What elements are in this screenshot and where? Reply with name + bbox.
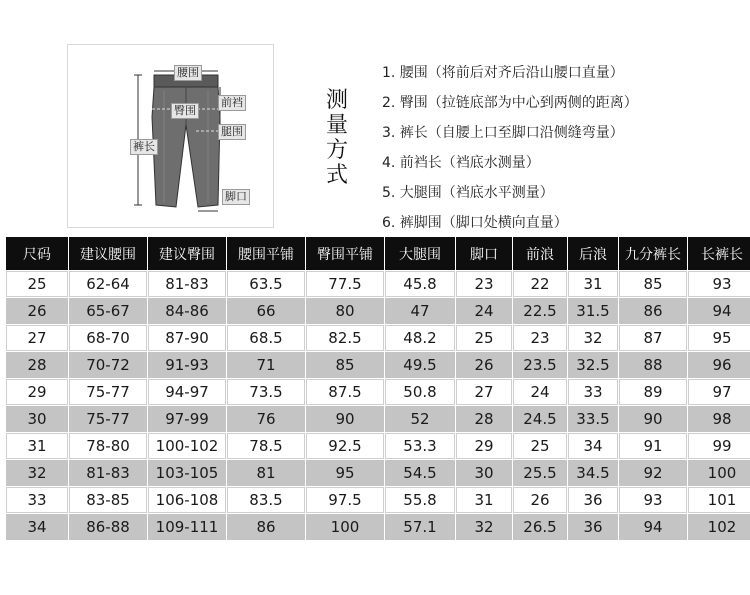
table-cell: 25: [456, 325, 512, 351]
table-cell: 33: [6, 487, 68, 513]
table-cell: 70-72: [69, 352, 147, 378]
column-header: 后浪: [568, 237, 618, 270]
table-cell: 52: [385, 406, 455, 432]
table-cell: 78-80: [69, 433, 147, 459]
table-cell: 26: [456, 352, 512, 378]
table-cell: 34.5: [568, 460, 618, 486]
table-cell: 93: [688, 271, 750, 297]
table-cell: 53.3: [385, 433, 455, 459]
table-cell: 78.5: [227, 433, 305, 459]
table-cell: 24.5: [513, 406, 567, 432]
table-cell: 85: [619, 271, 687, 297]
hip-label: 臀围: [171, 103, 199, 119]
table-cell: 71: [227, 352, 305, 378]
size-table: [5, 236, 750, 541]
table-header: [6, 237, 750, 270]
heading-char: 测: [325, 88, 348, 113]
table-cell: 81: [227, 460, 305, 486]
table-cell: 93: [619, 487, 687, 513]
table-cell: 94: [619, 514, 687, 540]
column-header: 长裤长: [688, 237, 750, 270]
table-cell: 23: [456, 271, 512, 297]
table-cell: 23: [513, 325, 567, 351]
table-cell: 45.8: [385, 271, 455, 297]
table-cell: 86: [619, 298, 687, 324]
table-row: [6, 487, 750, 513]
table-cell: 57.1: [385, 514, 455, 540]
table-cell: 101: [688, 487, 750, 513]
table-cell: 62-64: [69, 271, 147, 297]
table-cell: 22: [513, 271, 567, 297]
table-cell: 81-83: [69, 460, 147, 486]
table-cell: 96: [688, 352, 750, 378]
table-cell: 29: [6, 379, 68, 405]
table-cell: 68-70: [69, 325, 147, 351]
column-header: 尺码: [6, 237, 68, 270]
table-cell: 80: [306, 298, 384, 324]
table-cell: 98: [688, 406, 750, 432]
measurement-method-heading: [322, 88, 352, 188]
table-cell: 31: [568, 271, 618, 297]
table-cell: 31.5: [568, 298, 618, 324]
table-cell: 85: [306, 352, 384, 378]
table-cell: 86: [227, 514, 305, 540]
table-row: [6, 352, 750, 378]
column-header: 臀围平铺: [306, 237, 384, 270]
table-cell: 29: [456, 433, 512, 459]
instruction-item: 5. 大腿围（裆底水平测量）: [382, 185, 554, 201]
instruction-item: 2. 臀围（拉链底部为中心到两侧的距离）: [382, 95, 638, 111]
leg-opening-label: 脚口: [222, 189, 250, 205]
table-cell: 109-111: [148, 514, 226, 540]
table-cell: 48.2: [385, 325, 455, 351]
table-cell: 75-77: [69, 406, 147, 432]
table-row: [6, 325, 750, 351]
table-cell: 100: [688, 460, 750, 486]
table-cell: 34: [568, 433, 618, 459]
heading-char: 方: [325, 138, 348, 163]
column-header: 脚口: [456, 237, 512, 270]
table-cell: 65-67: [69, 298, 147, 324]
table-cell: 68.5: [227, 325, 305, 351]
table-cell: 95: [306, 460, 384, 486]
table-cell: 26: [513, 487, 567, 513]
table-cell: 28: [6, 352, 68, 378]
column-header: 前浪: [513, 237, 567, 270]
table-header-row: [6, 237, 750, 270]
table-row: [6, 460, 750, 486]
table-cell: 47: [385, 298, 455, 324]
instruction-item: 1. 腰围（将前后对齐后沿山腰口直量）: [382, 65, 624, 81]
table-cell: 30: [6, 406, 68, 432]
measurement-instructions: [382, 58, 638, 238]
table-cell: 23.5: [513, 352, 567, 378]
table-cell: 32: [6, 460, 68, 486]
column-header: 九分裤长: [619, 237, 687, 270]
table-cell: 91-93: [148, 352, 226, 378]
table-cell: 36: [568, 487, 618, 513]
front-rise-label: 前裆: [218, 95, 246, 111]
column-header: 建议腰围: [69, 237, 147, 270]
table-cell: 87: [619, 325, 687, 351]
heading-char: 量: [325, 113, 348, 138]
table-cell: 32: [456, 514, 512, 540]
table-cell: 77.5: [306, 271, 384, 297]
table-cell: 31: [456, 487, 512, 513]
table-cell: 25: [6, 271, 68, 297]
table-cell: 50.8: [385, 379, 455, 405]
table-cell: 90: [619, 406, 687, 432]
table-cell: 30: [456, 460, 512, 486]
table-row: [6, 379, 750, 405]
table-cell: 24: [513, 379, 567, 405]
table-row: [6, 406, 750, 432]
table-cell: 82.5: [306, 325, 384, 351]
table-cell: 25: [513, 433, 567, 459]
table-cell: 97.5: [306, 487, 384, 513]
table-row: [6, 514, 750, 540]
length-label: 裤长: [130, 139, 158, 155]
instruction-item: 4. 前裆长（裆底水测量）: [382, 155, 540, 171]
table-cell: 32.5: [568, 352, 618, 378]
table-cell: 87-90: [148, 325, 226, 351]
table-cell: 89: [619, 379, 687, 405]
thigh-label: 腿围: [218, 124, 246, 140]
table-cell: 25.5: [513, 460, 567, 486]
table-cell: 90: [306, 406, 384, 432]
table-cell: 100: [306, 514, 384, 540]
table-cell: 33.5: [568, 406, 618, 432]
table-row: [6, 271, 750, 297]
column-header: 建议臀围: [148, 237, 226, 270]
table-cell: 27: [6, 325, 68, 351]
table-row: [6, 433, 750, 459]
table-cell: 97: [688, 379, 750, 405]
table-cell: 103-105: [148, 460, 226, 486]
table-cell: 99: [688, 433, 750, 459]
table-cell: 26: [6, 298, 68, 324]
table-cell: 100-102: [148, 433, 226, 459]
table-cell: 83.5: [227, 487, 305, 513]
table-cell: 97-99: [148, 406, 226, 432]
table-cell: 106-108: [148, 487, 226, 513]
table-cell: 63.5: [227, 271, 305, 297]
instruction-item: 3. 裤长（自腰上口至脚口沿侧缝弯量）: [382, 125, 624, 141]
table-row: [6, 298, 750, 324]
table-cell: 75-77: [69, 379, 147, 405]
table-cell: 84-86: [148, 298, 226, 324]
table-cell: 31: [6, 433, 68, 459]
table-cell: 27: [456, 379, 512, 405]
table-cell: 55.8: [385, 487, 455, 513]
table-cell: 95: [688, 325, 750, 351]
table-body: [6, 271, 750, 540]
table-cell: 26.5: [513, 514, 567, 540]
waist-label: 腰围: [174, 65, 202, 81]
table-cell: 73.5: [227, 379, 305, 405]
table-cell: 88: [619, 352, 687, 378]
table-cell: 28: [456, 406, 512, 432]
table-cell: 34: [6, 514, 68, 540]
table-cell: 66: [227, 298, 305, 324]
instruction-item: 6. 裤脚围（脚口处横向直量）: [382, 215, 568, 231]
pants-measurement-diagram: [67, 44, 274, 228]
table-cell: 36: [568, 514, 618, 540]
table-cell: 94-97: [148, 379, 226, 405]
table-cell: 49.5: [385, 352, 455, 378]
table-cell: 102: [688, 514, 750, 540]
heading-char: 式: [325, 163, 348, 188]
table-cell: 33: [568, 379, 618, 405]
table-cell: 76: [227, 406, 305, 432]
table-cell: 54.5: [385, 460, 455, 486]
table-cell: 87.5: [306, 379, 384, 405]
table-cell: 92.5: [306, 433, 384, 459]
table-cell: 91: [619, 433, 687, 459]
table-cell: 94: [688, 298, 750, 324]
table-cell: 86-88: [69, 514, 147, 540]
table-cell: 24: [456, 298, 512, 324]
table-cell: 83-85: [69, 487, 147, 513]
table-cell: 32: [568, 325, 618, 351]
column-header: 大腿围: [385, 237, 455, 270]
column-header: 腰围平铺: [227, 237, 305, 270]
table-cell: 81-83: [148, 271, 226, 297]
table-cell: 22.5: [513, 298, 567, 324]
table-cell: 92: [619, 460, 687, 486]
